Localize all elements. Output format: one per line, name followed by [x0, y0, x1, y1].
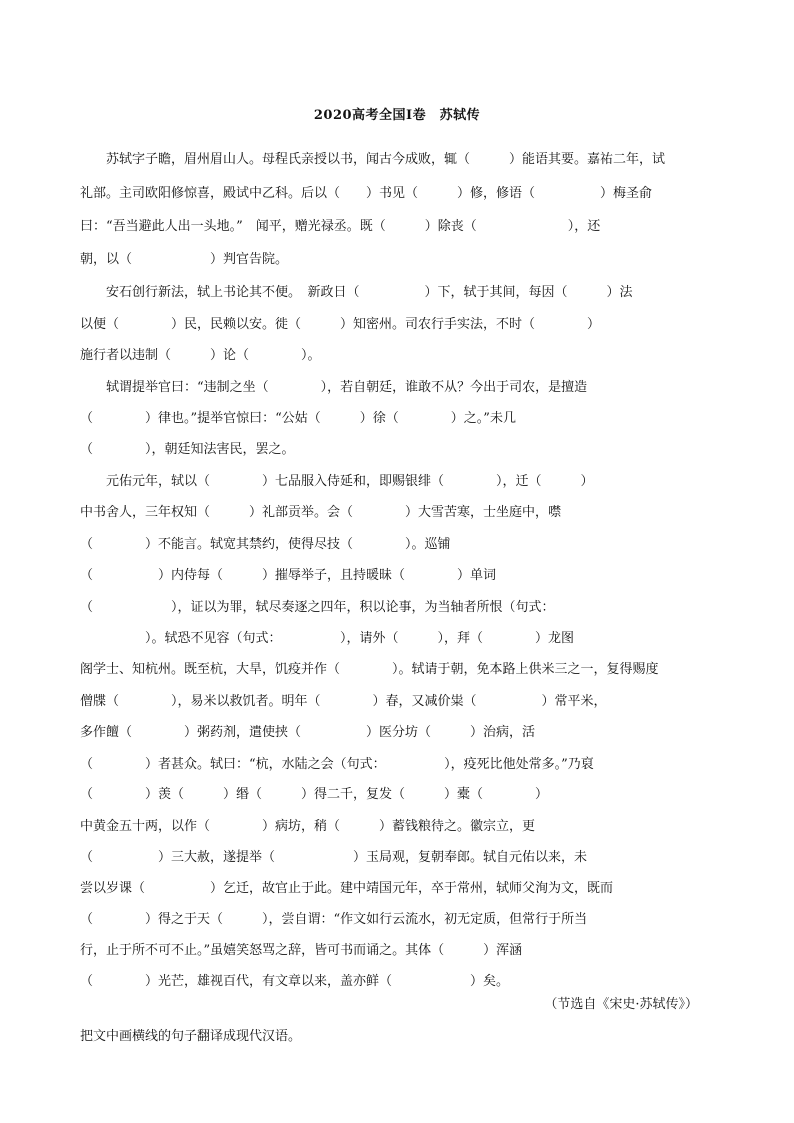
passage-line: 阁学士、知杭州。既至杭，大旱，饥疫并作（ ）。轼请于朝，免本路上供米三之一，复得赐度	[80, 662, 659, 677]
passage-line: （ ），朝廷知法害民，罢之。	[80, 442, 295, 457]
passage-line: 行，止于所不可不止。”虽嬉笑怒骂之辞，皆可书而诵之。其体（ ）浑涵	[80, 943, 523, 958]
passage-line: （ ），证以为罪，轼尽奏逐之四年，积以论事，为当轴者所恨（句式：	[80, 600, 555, 615]
passage-line: （ ）内侍每（ ）摧辱举子，且持暖昧（ ）单词	[80, 568, 497, 583]
passage-line: 元佑元年，轼以（ ）七品服入侍延和，即赐银绯（ ），迁（ ）	[80, 474, 594, 489]
passage-line: 尝以岁课（ ）乞迁，故官止于此。建中靖国元年，卒于常州，轼师父洵为文，既而	[80, 881, 614, 896]
passage-line: （ ）羡（ ）缗（ ）得二千，复发（ ）橐（ ）	[80, 787, 549, 802]
passage-line: 以便（ ）民，民赖以安。徙（ ）知密州。司农行手实法，不时（ ）	[80, 317, 601, 332]
passage-line: 苏轼字子瞻，眉州眉山人。母程氏亲授以书，闻古今成败，辄（ ）能语其要。嘉祐二年，试	[80, 152, 666, 167]
passage-line: 曰：“吾当避此人出一头地。” 闻平，赠光禄丞。既（ ）除丧（ ），还	[80, 219, 601, 234]
passage-line: （ ）光芒，雄视百代，有文章以来，盖亦鲜（ ）矣。	[80, 974, 510, 989]
question-instruction: 把文中画横线的句子翻译成现代汉语。	[80, 1029, 302, 1044]
document-title: 2020高考全国Ⅰ卷 苏轼传	[313, 108, 481, 123]
passage-line: （ ）者甚众。轼曰：“杭，水陆之会（句式： ），疫死比他处常多。”乃裒	[80, 757, 594, 772]
passage-line: 朝，以（ ）判官告院。	[80, 252, 289, 267]
passage-line: 施行者以违制（ ）论（ ）。	[80, 348, 321, 363]
passage-line: 安石创行新法，轼上书论其不便。 新政日（ ）下，轼于其间，每因（ ）法	[80, 285, 633, 300]
passage-line: （ ）三大赦，遂提举（ ）玉局观，复朝奉郎。轼自元佑以来，未	[80, 850, 588, 865]
passage-line: 多作饘（ ）粥药剂，遣使挟（ ）医分坊（ ）治病，活	[80, 725, 536, 740]
passage-line: 轼谓提举官曰：“违制之坐（ ），若自朝廷，谁敢不从？今出于司农，是擅造	[80, 380, 588, 395]
passage-line: ）。轼恐不见容（句式： ），请外（ ），拜（ ）龙图	[80, 631, 575, 646]
passage-line: 僧牒（ ），易米以救饥者。明年（ ）春，又减价粜（ ）常平米，	[80, 694, 607, 709]
passage-line: （ ）不能言。轼宽其禁约，使得尽技（ ）。巡铺	[80, 537, 451, 552]
passage-line: 中黄金五十两，以作（ ）病坊，稍（ ）蓄钱粮待之。徽宗立，更	[80, 819, 536, 834]
passage-line: （ ）律也。”提举官惊曰：“公姑（ ）徐（ ）之。”未几	[80, 411, 516, 426]
passage-line: 中书舍人，三年权知（ ）礼部贡举。会（ ）大雪苦寒，士坐庭中，噤	[80, 505, 562, 520]
passage-line: 礼部。主司欧阳修惊喜，殿试中乙科。后以（ ）书见（ ）修，修语（ ）梅圣俞	[80, 186, 653, 201]
source-citation: （节选自《宋史·苏轼传》）	[544, 997, 698, 1012]
passage-line: （ ）得之于天（ ），尝自谓：“作文如行云流水，初无定质，但常行于所当	[80, 912, 588, 927]
